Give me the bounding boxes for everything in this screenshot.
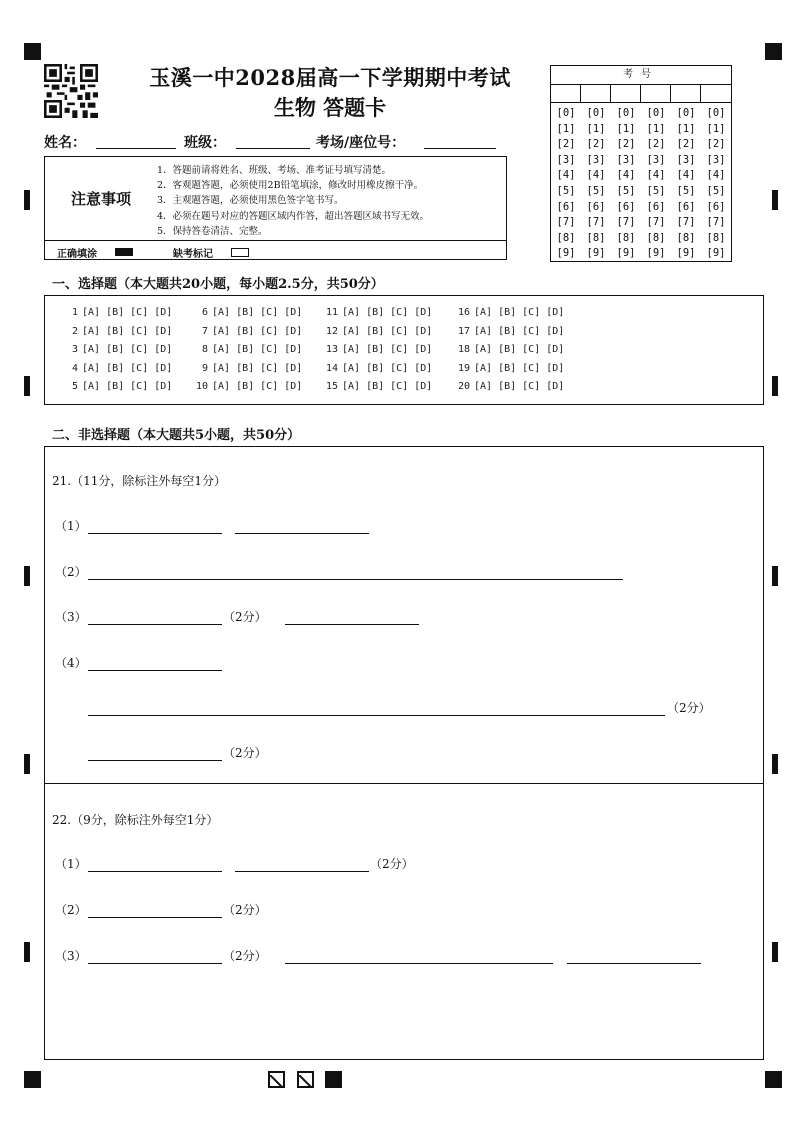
q21-part3-score: （2分） xyxy=(223,610,267,624)
question-number: 18 xyxy=(457,344,470,356)
exam-digit-bubble[interactable]: [8] xyxy=(616,231,636,244)
q22-part3-blank[interactable] xyxy=(285,963,553,964)
exam-digit-write-cell[interactable] xyxy=(671,85,701,103)
exam-digit-bubble[interactable]: [9] xyxy=(646,247,666,260)
exam-digit-column xyxy=(551,106,581,262)
answer-bubbles[interactable]: [A] [B] [C] [D] xyxy=(82,381,173,393)
registration-mark-bottom-left xyxy=(24,1071,41,1088)
choice-question-8 xyxy=(193,344,302,355)
exam-digit-bubble[interactable]: [6] xyxy=(676,200,696,213)
answer-bubbles[interactable]: [A] [B] [C] [D] xyxy=(474,344,565,356)
exam-number-title: 考号 xyxy=(551,66,731,85)
exam-digit-write-cell[interactable] xyxy=(641,85,671,103)
q22-part3-score: （2分） xyxy=(223,949,267,963)
exam-digit-bubble[interactable]: [0] xyxy=(676,107,696,119)
question-number: 19 xyxy=(457,362,470,374)
choice-question-7 xyxy=(193,326,302,337)
choice-question-10 xyxy=(193,381,302,392)
exam-digit-bubble[interactable]: [6] xyxy=(616,200,636,213)
exam-digit-bubble[interactable]: [2] xyxy=(676,138,696,151)
exam-digit-bubble[interactable]: [1] xyxy=(616,122,636,135)
exam-digit-bubble[interactable]: [7] xyxy=(586,216,606,229)
solid-mark xyxy=(325,1071,342,1088)
question-number: 2 xyxy=(71,325,78,337)
exam-digit-bubble[interactable]: [8] xyxy=(706,231,726,244)
q22-part2-score: （2分） xyxy=(223,903,267,917)
timing-mark xyxy=(24,566,30,586)
section1-title: 一、选择题（本大题共20小题，每小题2.5分，共50分） xyxy=(52,277,384,292)
exam-digit-bubble[interactable]: [8] xyxy=(556,231,576,244)
exam-digit-bubble[interactable]: [0] xyxy=(586,107,606,119)
exam-digit-bubble[interactable]: [0] xyxy=(616,107,636,119)
q21-part4-blank[interactable] xyxy=(88,760,222,761)
notice-item: 5．保持答卷清洁、完整。 xyxy=(157,225,268,237)
class-field[interactable] xyxy=(236,148,310,149)
exam-digit-bubble[interactable]: [3] xyxy=(676,153,696,166)
choice-question-15 xyxy=(323,381,432,392)
exam-digit-bubble[interactable]: [1] xyxy=(706,122,726,135)
answer-bubbles[interactable]: [A] [B] [C] [D] xyxy=(342,307,433,318)
notice-divider xyxy=(45,240,506,241)
choice-question-9 xyxy=(193,363,302,374)
exam-digit-bubble[interactable]: [5] xyxy=(646,184,666,197)
correct-fill-label: 正确填涂 xyxy=(57,249,97,260)
notice-item: 2．客观题答题，必须使用2B铅笔填涂，修改时用橡皮擦干净。 xyxy=(157,180,424,192)
exam-digit-bubble[interactable]: [2] xyxy=(616,138,636,151)
choice-question-2 xyxy=(63,326,172,337)
question-divider xyxy=(45,783,763,784)
page-title: 玉溪一中2028届高一下学期期中考试 xyxy=(149,65,511,90)
name-label: 姓名： xyxy=(44,135,86,151)
answer-bubbles[interactable]: [A] [B] [C] [D] xyxy=(474,325,565,337)
answer-bubbles[interactable]: [A] [B] [C] [D] xyxy=(212,307,303,318)
exam-digit-bubble[interactable]: [2] xyxy=(706,138,726,151)
answer-bubbles[interactable]: [A] [B] [C] [D] xyxy=(474,307,565,318)
page-subtitle: 生物 答题卡 xyxy=(273,95,387,120)
timing-mark xyxy=(772,376,778,396)
exam-digit-bubble[interactable]: [0] xyxy=(646,107,666,119)
qr-code-icon xyxy=(44,64,98,118)
q21-part1-blank[interactable] xyxy=(88,533,222,534)
question-number: 20 xyxy=(457,381,470,393)
exam-digit-bubble[interactable]: [9] xyxy=(706,247,726,260)
exam-digit-bubble[interactable]: [6] xyxy=(646,200,666,213)
exam-digit-bubble[interactable]: [0] xyxy=(706,107,726,119)
question-number: 7 xyxy=(201,325,208,337)
exam-digit-write-cell[interactable] xyxy=(581,85,611,103)
exam-digit-bubble[interactable]: [1] xyxy=(646,122,666,135)
exam-digit-column xyxy=(611,106,641,262)
q22-part1-blank[interactable] xyxy=(235,871,369,872)
answer-bubbles[interactable]: [A] [B] [C] [D] xyxy=(342,362,433,374)
answer-bubbles[interactable]: [A] [B] [C] [D] xyxy=(82,362,173,374)
exam-digit-bubble[interactable]: [3] xyxy=(556,153,576,166)
question-number: 15 xyxy=(325,381,338,393)
choice-question-3 xyxy=(63,344,172,355)
notice-title: 注意事项 xyxy=(70,189,131,208)
q21-part2-label: （2） xyxy=(55,565,87,579)
question-number: 17 xyxy=(457,325,470,337)
exam-digit-bubble[interactable]: [7] xyxy=(676,216,696,229)
exam-digit-bubble[interactable]: [8] xyxy=(586,231,606,244)
room-seat-label: 考场/座位号： xyxy=(316,135,406,151)
absent-mark-box[interactable] xyxy=(231,248,249,257)
choice-question-18 xyxy=(455,344,564,355)
answer-bubbles[interactable]: [A] [B] [C] [D] xyxy=(82,344,173,356)
question-number: 14 xyxy=(325,362,338,374)
exam-digit-column xyxy=(701,106,731,262)
question-number: 3 xyxy=(71,344,78,356)
exam-digit-bubble[interactable]: [6] xyxy=(556,200,576,213)
choice-question-13 xyxy=(323,344,432,355)
exam-digit-bubble[interactable]: [9] xyxy=(616,247,636,260)
question-number: 10 xyxy=(195,381,208,393)
notice-list xyxy=(157,163,502,239)
q22-part3-label: （3） xyxy=(55,949,87,963)
choice-question-11 xyxy=(323,307,432,318)
class-label: 班级： xyxy=(184,135,226,151)
answer-bubbles[interactable]: [A] [B] [C] [D] xyxy=(474,362,565,374)
choice-question-6 xyxy=(193,307,302,318)
q21-part4-long-blank[interactable] xyxy=(88,715,665,716)
question-number: 8 xyxy=(201,344,208,356)
question-number: 5 xyxy=(71,381,78,393)
exam-digit-bubble[interactable]: [2] xyxy=(556,138,576,151)
question-number: 11 xyxy=(325,307,338,318)
timing-mark xyxy=(772,942,778,962)
question-number: 6 xyxy=(201,307,208,318)
exam-digit-bubble[interactable]: [4] xyxy=(616,169,636,182)
choice-question-19 xyxy=(455,363,564,374)
correct-fill-sample xyxy=(115,248,133,256)
timing-mark xyxy=(24,376,30,396)
timing-mark xyxy=(24,754,30,774)
q21-part1-blank[interactable] xyxy=(235,533,369,534)
exam-digit-bubble[interactable]: [7] xyxy=(616,216,636,229)
exam-digit-bubble[interactable]: [1] xyxy=(676,122,696,135)
q22-part1-blank[interactable] xyxy=(88,871,222,872)
q21-part4-blank[interactable] xyxy=(88,670,222,671)
registration-mark-top-left xyxy=(24,43,41,60)
timing-mark xyxy=(772,566,778,586)
timing-mark xyxy=(772,754,778,774)
notice-item: 1．答题前请将姓名、班级、考场、准考证号填写清楚。 xyxy=(157,165,392,176)
answer-bubbles[interactable]: [A] [B] [C] [D] xyxy=(82,307,173,318)
room-seat-field[interactable] xyxy=(424,148,496,149)
question-number: 12 xyxy=(325,325,338,337)
choice-question-12 xyxy=(323,326,432,337)
q22-heading: 22.（9分，除标注外每空1分） xyxy=(52,813,219,827)
exam-digit-bubble[interactable]: [1] xyxy=(556,122,576,135)
open-answer-area xyxy=(44,446,764,1060)
q21-part4-score: （2分） xyxy=(223,746,267,760)
exam-digit-bubble[interactable]: [5] xyxy=(676,184,696,197)
timing-mark xyxy=(772,190,778,210)
answer-bubbles[interactable]: [A] [B] [C] [D] xyxy=(212,325,303,337)
exam-digit-bubble[interactable]: [7] xyxy=(646,216,666,229)
q21-part1-label: （1） xyxy=(55,519,87,533)
q22-part2-blank[interactable] xyxy=(88,917,222,918)
exam-digit-write-cell[interactable] xyxy=(551,85,581,103)
answer-bubbles[interactable]: [A] [B] [C] [D] xyxy=(212,362,303,374)
question-number: 9 xyxy=(201,362,208,374)
timing-mark xyxy=(24,190,30,210)
q22-part1-label: （1） xyxy=(55,857,87,871)
exam-digit-bubble[interactable]: [0] xyxy=(556,107,576,119)
q21-part4-score: （2分） xyxy=(667,701,711,715)
choice-question-1 xyxy=(63,307,172,318)
q22-part3-blank[interactable] xyxy=(567,963,701,964)
exam-digit-bubble[interactable]: [7] xyxy=(706,216,726,229)
q22-part1-score: （2分） xyxy=(370,857,414,871)
q21-part4-label: （4） xyxy=(55,656,87,670)
exam-digit-bubble[interactable]: [9] xyxy=(556,247,576,260)
answer-bubbles[interactable]: [A] [B] [C] [D] xyxy=(342,325,433,337)
exam-digit-bubble[interactable]: [9] xyxy=(586,247,606,260)
answer-bubbles[interactable]: [A] [B] [C] [D] xyxy=(82,325,173,337)
q21-part3-blank[interactable] xyxy=(285,624,419,625)
exam-digit-bubble[interactable]: [8] xyxy=(646,231,666,244)
section2-title: 二、非选择题（本大题共5小题，共50分） xyxy=(52,428,301,443)
exam-digit-bubble[interactable]: [1] xyxy=(586,122,606,135)
exam-digit-bubble[interactable]: [5] xyxy=(616,184,636,197)
exam-number-box xyxy=(550,65,732,262)
question-number: 1 xyxy=(71,307,78,318)
choice-question-4 xyxy=(63,363,172,374)
exam-digit-bubble[interactable]: [9] xyxy=(676,247,696,260)
exam-digit-column xyxy=(641,106,671,262)
exam-digit-write-cell[interactable] xyxy=(701,85,731,103)
absent-mark-label: 缺考标记 xyxy=(173,249,213,260)
answer-bubbles[interactable]: [A] [B] [C] [D] xyxy=(212,381,303,393)
answer-bubbles[interactable]: [A] [B] [C] [D] xyxy=(474,381,565,393)
exam-digit-column xyxy=(671,106,701,262)
q21-heading: 21.（11分，除标注外每空1分） xyxy=(52,474,226,488)
choice-question-16 xyxy=(455,307,564,318)
choice-question-14 xyxy=(323,363,432,374)
exam-digit-bubble[interactable]: [5] xyxy=(706,184,726,197)
exam-digit-bubble[interactable]: [4] xyxy=(706,169,726,182)
name-field[interactable] xyxy=(96,148,176,149)
exam-digit-bubble[interactable]: [7] xyxy=(556,216,576,229)
hatched-mark-icon xyxy=(268,1071,285,1088)
notice-item: 3．主观题答题，必须使用黑色签字笔书写。 xyxy=(157,195,344,207)
exam-digit-bubble[interactable]: [3] xyxy=(616,153,636,166)
choice-question-5 xyxy=(63,381,172,392)
exam-digit-write-cell[interactable] xyxy=(611,85,641,103)
exam-digit-bubble[interactable]: [8] xyxy=(676,231,696,244)
answer-bubbles[interactable]: [A] [B] [C] [D] xyxy=(212,344,303,356)
answer-bubbles[interactable]: [A] [B] [C] [D] xyxy=(342,381,433,393)
question-number: 4 xyxy=(71,362,78,374)
exam-digit-bubble[interactable]: [5] xyxy=(586,184,606,197)
registration-mark-bottom-right xyxy=(765,1071,782,1088)
answer-bubbles[interactable]: [A] [B] [C] [D] xyxy=(342,344,433,356)
notice-item: 4．必须在题号对应的答题区域内作答，超出答题区域书写无效。 xyxy=(157,210,430,222)
student-info-row xyxy=(44,132,504,152)
exam-digit-column xyxy=(581,106,611,262)
choice-question-17 xyxy=(455,326,564,337)
exam-digit-bubble[interactable]: [4] xyxy=(556,169,576,182)
question-number: 16 xyxy=(457,307,470,318)
notice-box xyxy=(44,156,507,260)
exam-digit-bubble[interactable]: [2] xyxy=(646,138,666,151)
choice-question-20 xyxy=(455,381,564,392)
exam-digit-bubble[interactable]: [6] xyxy=(706,200,726,213)
choice-answer-area xyxy=(44,295,764,405)
exam-digit-bubble[interactable]: [2] xyxy=(586,138,606,151)
q21-part3-label: （3） xyxy=(55,610,87,624)
hatched-mark-icon xyxy=(297,1071,314,1088)
exam-digit-bubble[interactable]: [3] xyxy=(586,153,606,166)
q22-part2-label: （2） xyxy=(55,903,87,917)
exam-digit-bubble[interactable]: [6] xyxy=(586,200,606,213)
exam-digit-bubble[interactable]: [5] xyxy=(556,184,576,197)
timing-mark xyxy=(24,942,30,962)
exam-digit-bubble[interactable]: [4] xyxy=(586,169,606,182)
exam-digit-bubble[interactable]: [4] xyxy=(676,169,696,182)
registration-mark-top-right xyxy=(765,43,782,60)
q22-part3-blank[interactable] xyxy=(88,963,222,964)
exam-digit-bubble[interactable]: [3] xyxy=(646,153,666,166)
q21-part2-blank[interactable] xyxy=(88,579,623,580)
exam-digit-bubble[interactable]: [3] xyxy=(706,153,726,166)
q21-part3-blank[interactable] xyxy=(88,624,222,625)
exam-digit-bubble[interactable]: [4] xyxy=(646,169,666,182)
question-number: 13 xyxy=(325,344,338,356)
